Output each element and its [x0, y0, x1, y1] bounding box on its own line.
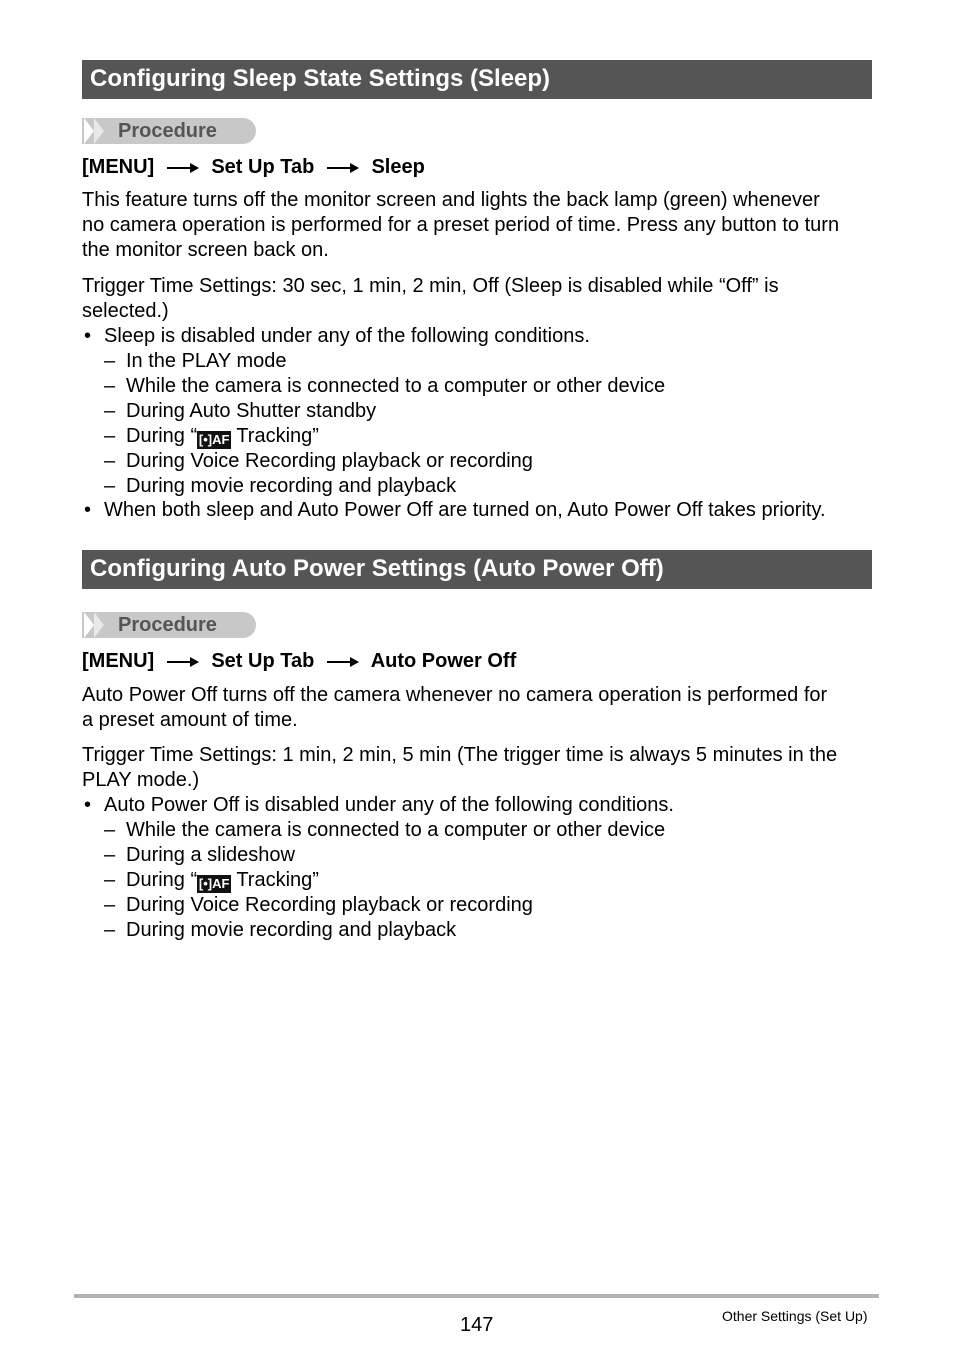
intro-line: the monitor screen back on. [82, 239, 329, 261]
section-title: Configuring Auto Power Settings (Auto Power Off) [90, 555, 664, 582]
bullet-text: Auto Power Off is disabled under any of the following conditions. [104, 794, 674, 816]
section-title: Configuring Sleep State Settings (Sleep) [90, 65, 551, 92]
bullet-text: When both sleep and Auto Power Off are turned on, Auto Power Off takes priority. [104, 499, 826, 521]
page-number: 147 [460, 1314, 494, 1336]
condition-item [104, 349, 286, 374]
condition-item [104, 424, 319, 449]
dash-symbol: – [104, 819, 116, 841]
condition-text-before: During “ [126, 425, 198, 447]
condition-item [104, 399, 376, 424]
bullet-symbol: • [84, 325, 92, 347]
procedure-badge [82, 612, 256, 638]
menu-path-tab: Set Up Tab [211, 156, 315, 178]
trigger-line: Trigger Time Settings: 30 sec, 1 min, 2 min, Off (Sleep is disabled while “Off” is [82, 275, 779, 297]
condition-text: During Voice Recording playback or recording [126, 894, 533, 916]
condition-text: In the PLAY mode [126, 350, 287, 372]
intro-line: a preset amount of time. [82, 709, 298, 731]
procedure-label: Procedure [118, 120, 217, 142]
condition-text-before: During “ [126, 869, 198, 891]
intro-line: no camera operation is performed for a preset period of time. Press any button to turn [82, 214, 840, 236]
condition-item [104, 843, 295, 868]
section-header-sleep [82, 60, 872, 99]
condition-text: During Voice Recording playback or recording [126, 450, 533, 472]
condition-item [104, 474, 456, 499]
dash-symbol: – [104, 400, 116, 422]
arrow-right-icon [326, 656, 360, 668]
menu-path-menu: [MENU] [82, 156, 155, 178]
condition-item [104, 374, 665, 399]
menu-path-tab: Set Up Tab [211, 650, 315, 672]
bullet-text: Sleep is disabled under any of the following conditions. [104, 325, 590, 347]
footer-chapter-label: Other Settings (Set Up) [722, 1308, 868, 1324]
arrow-right-icon [326, 162, 360, 174]
condition-item [104, 818, 665, 843]
dash-symbol: – [104, 475, 116, 497]
procedure-notch [84, 612, 94, 638]
bullet-symbol: • [84, 499, 92, 521]
condition-text: While the camera is connected to a computer or other device [126, 375, 666, 397]
trigger-line: PLAY mode.) [82, 769, 200, 791]
dash-symbol: – [104, 450, 116, 472]
intro-line: This feature turns off the monitor screen and lights the back lamp (green) whenever [82, 189, 820, 211]
menu-path-item: Sleep [371, 156, 425, 178]
bullet-item [84, 793, 674, 818]
condition-item [104, 918, 456, 943]
procedure-notch-inner [94, 612, 104, 638]
menu-path-item: Auto Power Off [370, 650, 517, 672]
dash-symbol: – [104, 869, 116, 891]
intro-line: Auto Power Off turns off the camera whenever no camera operation is performed for [82, 684, 828, 706]
dash-symbol: – [104, 425, 116, 447]
condition-item [104, 449, 533, 474]
trigger-line: selected.) [82, 300, 169, 322]
menu-path-menu: [MENU] [82, 650, 155, 672]
procedure-notch [84, 118, 94, 144]
menu-path [82, 155, 425, 179]
condition-text: While the camera is connected to a computer or other device [126, 819, 666, 841]
condition-text-after: Tracking” [231, 869, 319, 891]
condition-text: During movie recording and playback [126, 919, 457, 941]
bullet-symbol: • [84, 794, 92, 816]
trigger-line: Trigger Time Settings: 1 min, 2 min, 5 min (The trigger time is always 5 minutes in the [82, 744, 838, 766]
menu-path [82, 649, 516, 673]
dash-symbol: – [104, 894, 116, 916]
condition-item [104, 868, 319, 893]
arrow-right-icon [166, 656, 200, 668]
condition-text: During Auto Shutter standby [126, 400, 377, 422]
condition-text: During a slideshow [126, 844, 295, 866]
bullet-item [84, 498, 826, 523]
af-tracking-icon: [•]AF [198, 876, 230, 891]
dash-symbol: – [104, 844, 116, 866]
dash-symbol: – [104, 375, 116, 397]
section-header-auto-power-off [82, 550, 872, 589]
arrow-right-icon [166, 162, 200, 174]
af-tracking-icon: [•]AF [198, 432, 230, 447]
condition-text-after: Tracking” [231, 425, 319, 447]
procedure-notch-inner [94, 118, 104, 144]
dash-symbol: – [104, 919, 116, 941]
procedure-label: Procedure [118, 614, 217, 636]
bullet-item [84, 324, 590, 349]
dash-symbol: – [104, 350, 116, 372]
condition-text: During movie recording and playback [126, 475, 457, 497]
condition-item [104, 893, 533, 918]
procedure-badge [82, 118, 256, 144]
footer-divider [74, 1294, 879, 1298]
